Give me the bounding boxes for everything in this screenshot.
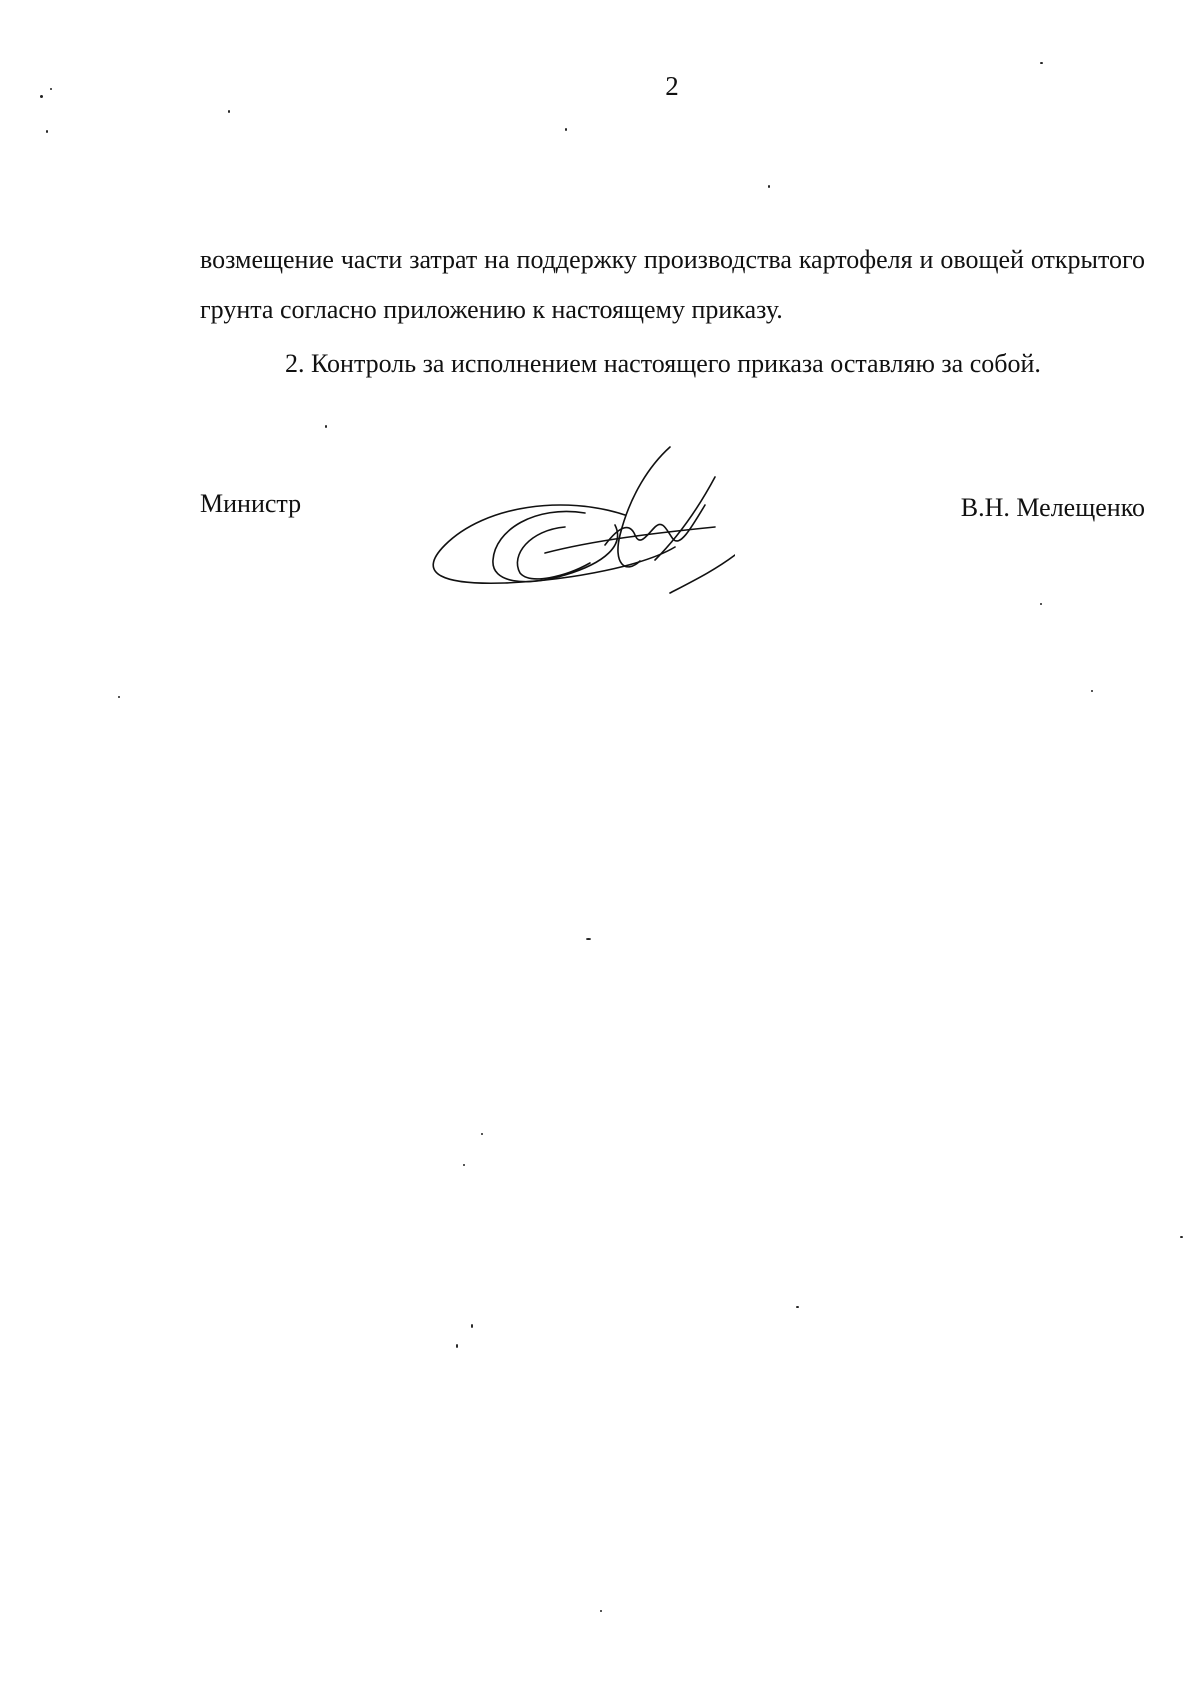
signatory-name: В.Н. Мелещенко	[960, 493, 1145, 522]
signature-stroke-tall-line	[618, 447, 670, 567]
scan-speck	[463, 1164, 465, 1166]
signature-stroke-outer-loop	[433, 505, 675, 583]
scan-speck	[586, 938, 591, 940]
scan-speck	[1040, 603, 1042, 605]
scan-speck	[228, 110, 230, 113]
page-number: 2	[665, 71, 679, 101]
signature-block	[200, 480, 1145, 610]
signature-stroke-upper-right	[655, 477, 715, 560]
scan-speck	[1091, 690, 1093, 692]
scan-speck	[471, 1324, 473, 1328]
scan-speck	[768, 185, 770, 188]
scan-speck	[600, 1610, 602, 1612]
signatory-title: Министр	[200, 489, 302, 518]
signature-stroke-tail	[670, 555, 735, 593]
scan-speck	[50, 88, 52, 90]
scan-speck	[46, 130, 48, 133]
scan-speck	[481, 1133, 483, 1135]
scan-speck	[1180, 1236, 1183, 1238]
scan-speck	[565, 128, 567, 131]
handwritten-signature	[415, 435, 735, 595]
document-body	[200, 235, 1145, 389]
scan-speck	[325, 425, 327, 428]
paragraph-item-2: 2. Контроль за исполнением настоящего приказа оставляю за собой.	[285, 349, 1041, 378]
scan-speck	[796, 1306, 799, 1308]
scan-speck	[1040, 62, 1043, 64]
signature-stroke-small-loop	[517, 527, 590, 579]
scan-speck	[40, 95, 43, 98]
paragraph-continuation: возмещение части затрат на поддержку производства картофеля и овощей открытого грунта согласно приложению к настоящему приказу.	[200, 245, 1145, 324]
scan-speck	[118, 696, 120, 698]
scan-speck	[456, 1344, 458, 1348]
